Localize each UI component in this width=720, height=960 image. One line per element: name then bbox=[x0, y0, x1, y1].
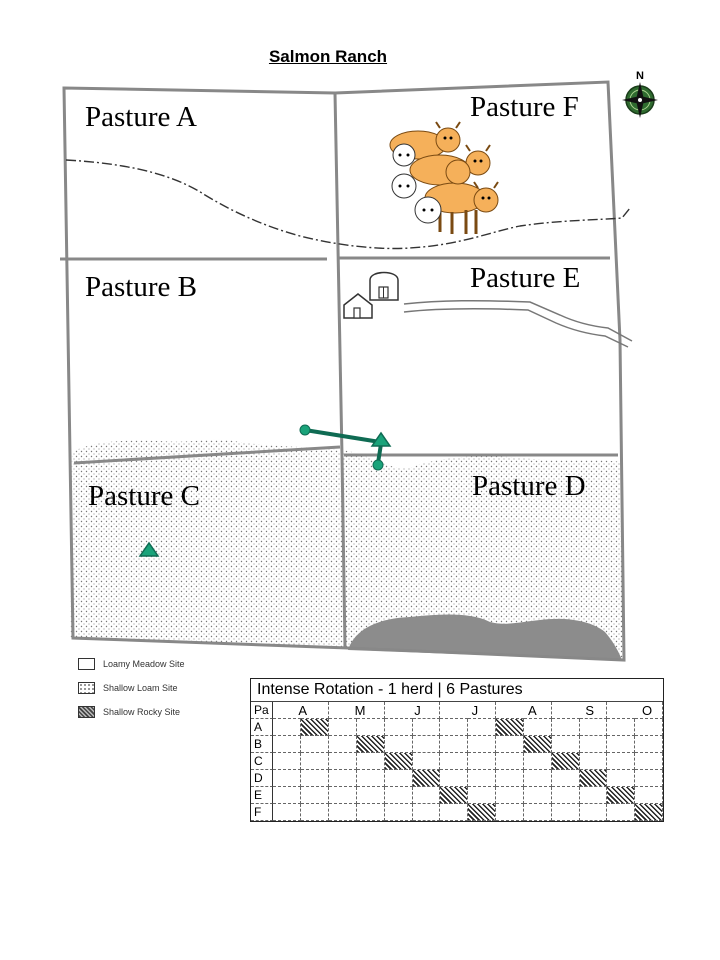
schedule-cell bbox=[301, 736, 329, 753]
schedule-cell bbox=[273, 736, 301, 753]
schedule-cell bbox=[552, 770, 580, 787]
grazed-period-cell bbox=[301, 719, 329, 736]
schedule-cell bbox=[329, 770, 357, 787]
map-title: Salmon Ranch bbox=[268, 47, 388, 66]
schedule-month-label: O bbox=[642, 703, 653, 718]
pasture-label-b: Pasture B bbox=[85, 271, 197, 303]
water-point-icon bbox=[300, 425, 310, 435]
schedule-month-label: J bbox=[414, 703, 421, 718]
schedule-cell bbox=[329, 804, 357, 821]
schedule-cell bbox=[580, 753, 608, 770]
schedule-cell bbox=[440, 719, 468, 736]
schedule-cell bbox=[524, 753, 552, 770]
creek-line bbox=[66, 160, 630, 249]
schedule-grid bbox=[251, 702, 663, 821]
schedule-cell bbox=[552, 787, 580, 804]
legend-item bbox=[78, 700, 185, 724]
schedule-cell bbox=[357, 770, 385, 787]
schedule-cell bbox=[329, 787, 357, 804]
schedule-title: Intense Rotation - 1 herd | 6 Pastures bbox=[251, 679, 663, 702]
schedule-cell bbox=[273, 770, 301, 787]
grazed-period-cell bbox=[357, 736, 385, 753]
schedule-cell bbox=[385, 719, 413, 736]
schedule-cell bbox=[413, 719, 441, 736]
schedule-cell bbox=[635, 753, 663, 770]
grazed-period-cell bbox=[635, 804, 663, 821]
legend-label: Shallow Rocky Site bbox=[103, 707, 181, 717]
schedule-row-label: E bbox=[251, 787, 273, 804]
schedule-corner-label: Pa bbox=[251, 702, 273, 719]
schedule-cell bbox=[273, 719, 301, 736]
schedule-row-label: D bbox=[251, 770, 273, 787]
schedule-cell bbox=[385, 804, 413, 821]
schedule-cell bbox=[496, 787, 524, 804]
compass-rose-icon bbox=[622, 70, 658, 118]
schedule-cell bbox=[357, 787, 385, 804]
schedule-cell bbox=[273, 804, 301, 821]
schedule-cell bbox=[496, 736, 524, 753]
schedule-cell bbox=[580, 804, 608, 821]
schedule-cell bbox=[635, 719, 663, 736]
schedule-cell bbox=[440, 736, 468, 753]
schedule-cell bbox=[552, 719, 580, 736]
schedule-row-label: C bbox=[251, 753, 273, 770]
schedule-month-label: M bbox=[354, 703, 366, 718]
schedule-cell bbox=[496, 804, 524, 821]
pasture-label-c: Pasture C bbox=[88, 480, 200, 512]
shallow-rocky-swatch bbox=[78, 706, 95, 718]
schedule-row bbox=[251, 770, 663, 787]
schedule-cell bbox=[496, 770, 524, 787]
schedule-cell bbox=[607, 770, 635, 787]
schedule-cell bbox=[301, 753, 329, 770]
schedule-cell bbox=[496, 753, 524, 770]
schedule-cell bbox=[413, 804, 441, 821]
map-legend bbox=[78, 652, 185, 724]
barn-icon bbox=[370, 273, 398, 301]
schedule-row bbox=[251, 753, 663, 770]
schedule-cell bbox=[301, 770, 329, 787]
pasture-label-e: Pasture E bbox=[470, 262, 581, 294]
schedule-cell bbox=[580, 719, 608, 736]
schedule-cell bbox=[301, 787, 329, 804]
grazed-period-cell bbox=[440, 787, 468, 804]
schedule-cell bbox=[635, 736, 663, 753]
schedule-cell bbox=[413, 753, 441, 770]
schedule-row bbox=[251, 719, 663, 736]
schedule-cell bbox=[468, 787, 496, 804]
schedule-row-label: F bbox=[251, 804, 273, 821]
schedule-cell bbox=[273, 753, 301, 770]
schedule-row-label: A bbox=[251, 719, 273, 736]
schedule-cell bbox=[357, 719, 385, 736]
grazed-period-cell bbox=[468, 804, 496, 821]
schedule-month-label: A bbox=[527, 703, 537, 718]
herd-icon bbox=[390, 122, 498, 234]
schedule-cell bbox=[580, 787, 608, 804]
legend-item bbox=[78, 676, 185, 700]
schedule-cell bbox=[607, 736, 635, 753]
grazed-period-cell bbox=[385, 753, 413, 770]
schedule-cell bbox=[607, 804, 635, 821]
rotation-schedule-table bbox=[250, 678, 664, 822]
schedule-cell bbox=[635, 787, 663, 804]
schedule-cell bbox=[273, 787, 301, 804]
schedule-row-label: B bbox=[251, 736, 273, 753]
schedule-cell bbox=[357, 753, 385, 770]
schedule-row bbox=[251, 787, 663, 804]
schedule-cell bbox=[635, 770, 663, 787]
schedule-cell bbox=[468, 736, 496, 753]
schedule-cell bbox=[552, 736, 580, 753]
house-icon bbox=[344, 294, 372, 318]
legend-label: Shallow Loam Site bbox=[103, 683, 178, 693]
schedule-cell bbox=[357, 804, 385, 821]
schedule-cell bbox=[468, 753, 496, 770]
grazed-period-cell bbox=[607, 787, 635, 804]
schedule-cell bbox=[468, 719, 496, 736]
schedule-cell bbox=[413, 787, 441, 804]
road-edge bbox=[404, 309, 628, 347]
grazed-period-cell bbox=[552, 753, 580, 770]
water-point-icon bbox=[373, 460, 383, 470]
schedule-cell bbox=[413, 736, 441, 753]
grazed-period-cell bbox=[413, 770, 441, 787]
schedule-row bbox=[251, 804, 663, 821]
schedule-row bbox=[251, 736, 663, 753]
schedule-cell bbox=[607, 719, 635, 736]
compass-north-label: N bbox=[636, 70, 644, 82]
schedule-cell bbox=[385, 770, 413, 787]
schedule-cell bbox=[524, 787, 552, 804]
schedule-cell bbox=[524, 804, 552, 821]
schedule-month-label: J bbox=[471, 703, 479, 718]
legend-label: Loamy Meadow Site bbox=[103, 659, 185, 669]
schedule-cell bbox=[580, 736, 608, 753]
legend-item bbox=[78, 652, 185, 676]
schedule-cell bbox=[385, 736, 413, 753]
pasture-label-d: Pasture D bbox=[472, 470, 586, 502]
schedule-month-label: S bbox=[585, 703, 595, 718]
schedule-cell bbox=[524, 719, 552, 736]
pasture-label-a: Pasture A bbox=[85, 101, 197, 133]
schedule-cell bbox=[607, 753, 635, 770]
pasture-label-f: Pasture F bbox=[470, 91, 579, 123]
schedule-cell bbox=[440, 804, 468, 821]
schedule-cell bbox=[385, 787, 413, 804]
schedule-cell bbox=[301, 804, 329, 821]
schedule-cell bbox=[329, 736, 357, 753]
schedule-month-label: A bbox=[298, 703, 308, 718]
schedule-cell bbox=[440, 753, 468, 770]
schedule-cell bbox=[524, 770, 552, 787]
grazed-period-cell bbox=[496, 719, 524, 736]
shallow-loam-swatch bbox=[78, 682, 95, 694]
loamy-meadow-swatch bbox=[78, 658, 95, 670]
schedule-cell bbox=[440, 770, 468, 787]
schedule-cell bbox=[552, 804, 580, 821]
grazed-period-cell bbox=[580, 770, 608, 787]
grazed-period-cell bbox=[524, 736, 552, 753]
schedule-cell bbox=[468, 770, 496, 787]
schedule-cell bbox=[329, 719, 357, 736]
schedule-cell bbox=[329, 753, 357, 770]
